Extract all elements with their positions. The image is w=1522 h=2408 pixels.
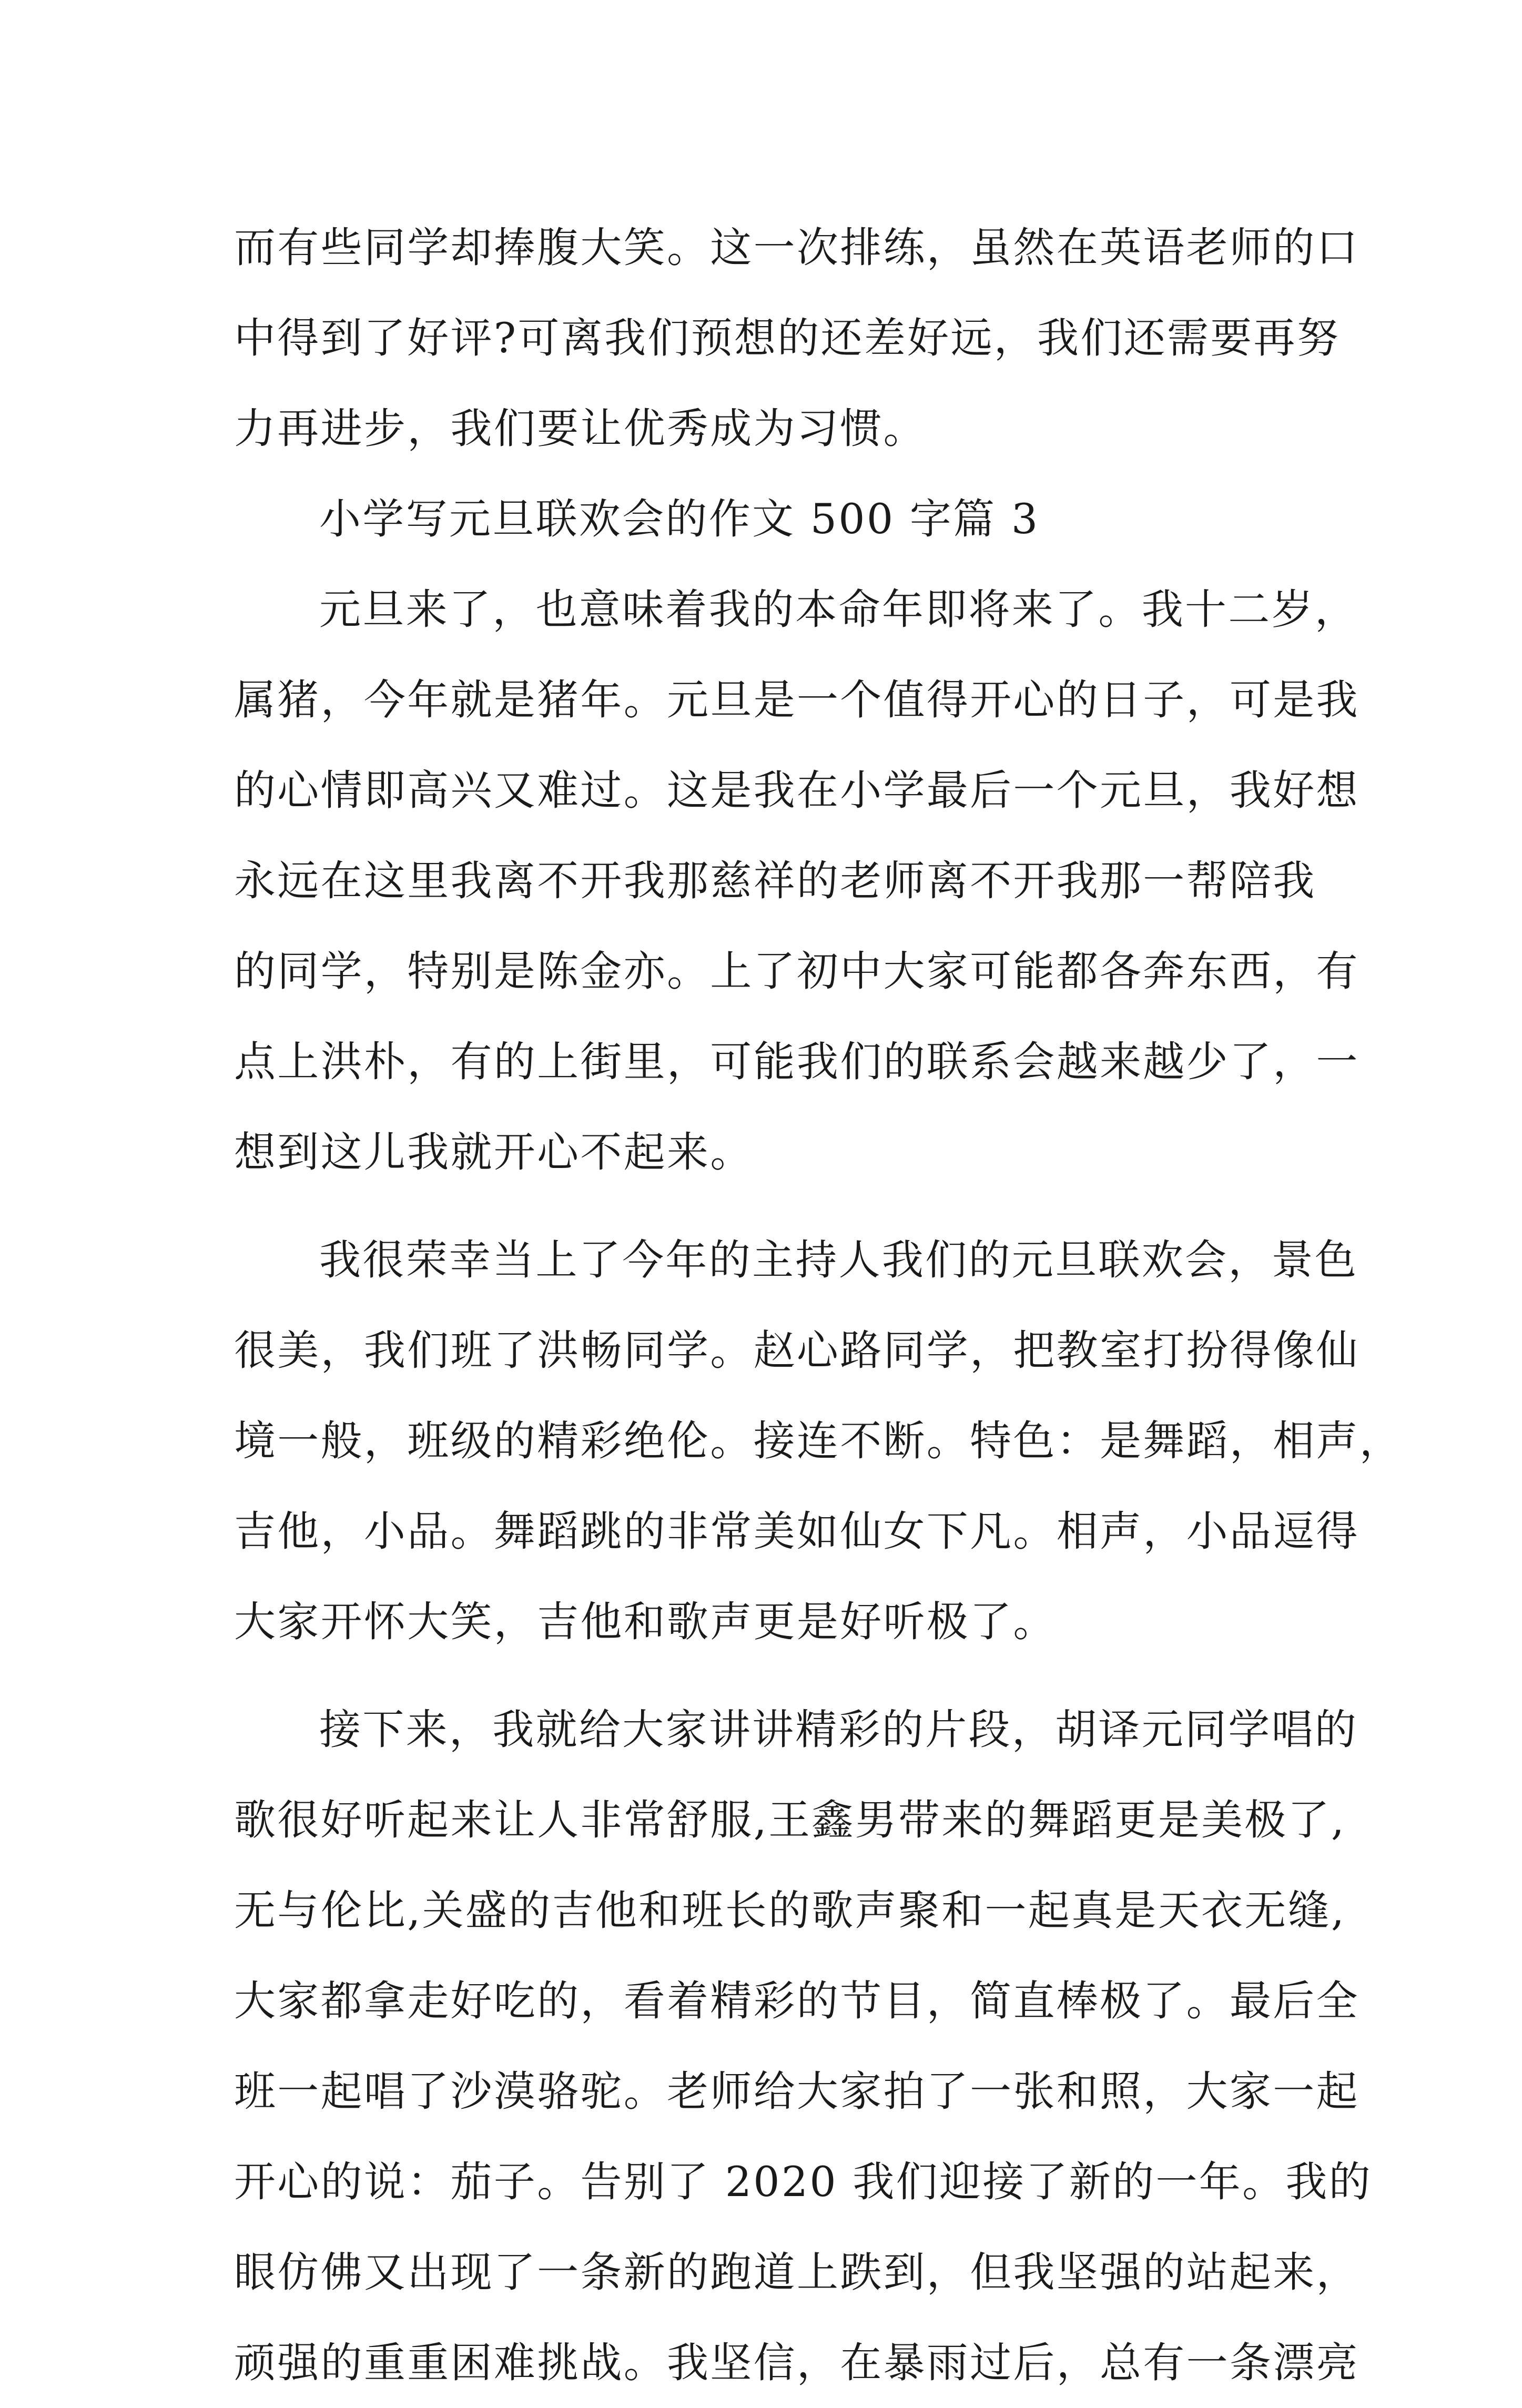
text-line: 顽强的重重困难挑战。我坚信，在暴雨过后，总有一条漂亮 [234,2339,1359,2387]
text-line: 点上洪朴，有的上街里，可能我们的联系会越来越少了，一 [234,1038,1359,1086]
text-line: 眼仿佛又出现了一条新的跑道上跌到，但我坚强的站起来， [234,2248,1359,2297]
text-line: 我很荣幸当上了今年的主持人我们的元旦联欢会，景色 [319,1236,1358,1284]
text-line: 中得到了好评?可离我们预想的还差好远，我们还需要再努 [234,314,1341,362]
text-line: 很美，我们班了洪畅同学。赵心路同学，把教室打扮得像仙 [234,1326,1359,1375]
text-line: 永远在这里我离不开我那慈祥的老师离不开我那一帮陪我 [234,857,1316,905]
text-line: 班一起唱了沙漠骆驼。老师给大家拍了一张和照，大家一起 [234,2067,1359,2116]
document-body [234,202,1403,2408]
text-line: 的心情即高兴又难过。这是我在小学最后一个元旦，我好想 [234,766,1359,815]
text-line: 的同学，特别是陈金亦。上了初中大家可能都各奔东西，有 [234,947,1359,995]
paragraph-gap [234,1197,1302,1215]
text-line: 接下来，我就给大家讲讲精彩的片段，胡译元同学唱的 [319,1705,1358,1754]
text-line: 歌很好听起来让人非常舒服,王鑫男带来的舞蹈更是美极了, [234,1796,1346,1844]
text-line: 而有些同学却捧腹大笑。这一次排练，虽然在英语老师的口 [234,223,1359,272]
text-line: 境一般，班级的精彩绝伦。接连不断。特色：是舞蹈，相声， [234,1417,1403,1465]
text-line: 开心的说：茄子。告别了 2020 我们迎接了新的一年。我的 [234,2158,1372,2206]
text-line: 小学写元旦联欢会的作文 500 字篇 3 [319,495,1040,543]
text-line: 想到这儿我就开心不起来。 [234,1128,754,1176]
text-line: 属猪，今年就是猪年。元旦是一个值得开心的日子，可是我 [234,676,1359,724]
text-line: 吉他，小品。舞蹈跳的非常美如仙女下凡。相声，小品逗得 [234,1507,1359,1556]
text-line: 力再进步，我们要让优秀成为习惯。 [234,404,927,453]
text-line: 大家开怀大笑，吉他和歌声更是好听极了。 [234,1598,1057,1646]
text-line: 元旦来了，也意味着我的本命年即将来了。我十二岁， [319,585,1358,634]
paragraph-gap [234,1667,1302,1684]
text-line: 大家都拿走好吃的，看着精彩的节目，简直棒极了。最后全 [234,1977,1359,2025]
text-line: 无与伦比,关盛的吉他和班长的歌声聚和一起真是天衣无缝, [234,1886,1346,1935]
